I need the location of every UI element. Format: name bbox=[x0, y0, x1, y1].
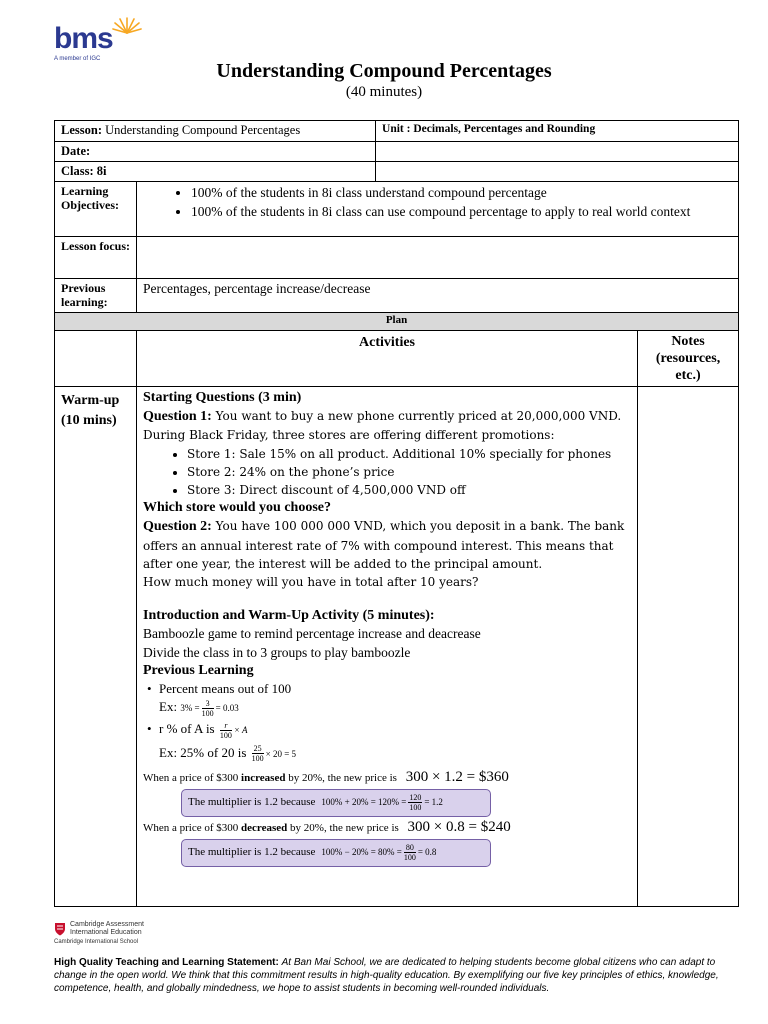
date-row bbox=[55, 142, 739, 162]
store-item: • Store 2: 24% on the phone’s price bbox=[187, 463, 631, 481]
objectives-list bbox=[143, 184, 732, 220]
fraction: $\frac{25}{100}$ bbox=[251, 744, 264, 764]
fraction: $\frac{120}{100}$ bbox=[409, 793, 422, 813]
intro-line: Bamboozle game to remind percentage increase and deacrease bbox=[143, 626, 481, 642]
warmup-notes bbox=[638, 387, 739, 907]
cambridge-logo: Cambridge Assessment International Education Cambridge International School bbox=[54, 921, 144, 945]
class-row bbox=[55, 162, 739, 182]
question-2-ask: How much money will you have in total after 10 years? bbox=[143, 575, 479, 590]
plan-header-row bbox=[55, 331, 739, 387]
unit-cell: Unit : Decimals, Percentages and Rounding bbox=[376, 121, 739, 142]
fraction: $\frac{80}{100}$ bbox=[403, 843, 416, 863]
previous-learning-block bbox=[143, 680, 631, 767]
quality-statement: High Quality Teaching and Learning Statement: At Ban Mai School, we are dedicated to helping students become global citizens who can adapt to change in the open world. We think that this commitment results in high-quality education. By exemplifying our five key principles of ethics, knowledge, competence, health, and globally mindedness, we hope to assist students in becoming well-rounded individuals. bbox=[54, 957, 719, 994]
objective-item: • 100% of the students in 8i class understand compound percentage bbox=[191, 184, 732, 201]
focus-row bbox=[55, 237, 739, 279]
focus-label: Lesson focus: bbox=[55, 237, 137, 279]
previous-label: Previous learning: bbox=[55, 279, 137, 313]
page-title: Understanding Compound Percentages bbox=[216, 60, 552, 82]
date-value bbox=[376, 142, 739, 162]
decrease-multiplier-box: The multiplier is 1.2 because 100% − 20% = 80% = $\frac{80}{100}$ = 0.8 bbox=[181, 839, 491, 867]
decrease-line: When a price of $300 decreased by 20%, the new price is 300 × 0.8 = $240 bbox=[143, 818, 511, 835]
logo-text: bms bbox=[54, 22, 113, 55]
store-item: • Store 3: Direct discount of 4,500,000 VND off bbox=[187, 481, 631, 499]
fraction: $\frac{3}{100}$ bbox=[201, 698, 214, 718]
empty-header-cell bbox=[55, 331, 137, 387]
bms-logo bbox=[54, 16, 154, 64]
prev-example-1: Ex: 3% = $\frac{3}{100}$ = 0.03 bbox=[159, 698, 239, 718]
objectives-cell bbox=[137, 182, 739, 237]
store-list bbox=[143, 445, 631, 500]
sun-icon bbox=[112, 16, 142, 34]
objectives-row bbox=[55, 182, 739, 237]
cambridge-shield-icon bbox=[54, 922, 66, 936]
logo-subtext: A member of IGC bbox=[54, 56, 101, 62]
class-value bbox=[376, 162, 739, 182]
lesson-value: Understanding Compound Percentages bbox=[105, 123, 301, 137]
starting-heading: Starting Questions (3 min) bbox=[143, 390, 302, 405]
warmup-row bbox=[55, 387, 739, 907]
warmup-label: Warm-up (10 mins) bbox=[55, 387, 137, 907]
activities-header: Activities bbox=[137, 331, 638, 387]
objectives-label: Learning Objectives: bbox=[55, 182, 137, 237]
prev-heading: Previous Learning bbox=[143, 662, 254, 678]
increase-multiplier-box: The multiplier is 1.2 because 100% + 20% = 120% = $\frac{120}{100}$ = 1.2 bbox=[181, 789, 491, 817]
which-store: Which store would you choose? bbox=[143, 500, 331, 516]
intro-heading: Introduction and Warm-Up Activity (5 minutes): bbox=[143, 608, 435, 624]
lesson-plan-table bbox=[54, 120, 739, 907]
decrease-result: 300 × 0.8 = $240 bbox=[407, 818, 511, 835]
objective-item: • 100% of the students in 8i class can use compound percentage to apply to real world context bbox=[191, 203, 732, 220]
page-subtitle: (40 minutes) bbox=[345, 84, 423, 100]
class-label: Class: 8i bbox=[55, 162, 376, 182]
prev-bullet-2: • r % of A is $\frac{r}{100}$ × A bbox=[159, 720, 631, 740]
focus-value bbox=[137, 237, 739, 279]
plan-label: Plan bbox=[55, 313, 739, 331]
plan-row bbox=[55, 313, 739, 331]
lesson-row bbox=[55, 121, 739, 142]
lesson-cell: Lesson: Understanding Compound Percentages bbox=[55, 121, 376, 142]
store-item: • Store 1: Sale 15% on all product. Additional 10% specially for phones bbox=[187, 445, 631, 463]
prev-bullet-1: • Percent means out of 100 bbox=[159, 680, 631, 697]
question-1: Question 1: You want to buy a new phone currently priced at 20,000,000 VND. During Black Friday, three stores are offering different promotions: bbox=[143, 409, 622, 443]
increase-line: When a price of $300 increased by 20%, the new price is 300 × 1.2 = $360 bbox=[143, 768, 509, 785]
warmup-activities bbox=[137, 387, 638, 907]
previous-row bbox=[55, 279, 739, 313]
notes-header: Notes (resources, etc.) bbox=[638, 331, 739, 387]
prev-example-2: Ex: 25% of 20 is $\frac{25}{100}$ × 20 = 5 bbox=[159, 744, 297, 764]
intro-line: Divide the class in to 3 groups to play bamboozle bbox=[143, 644, 411, 660]
previous-value: Percentages, percentage increase/decrease bbox=[137, 279, 739, 313]
fraction: $\frac{r}{100}$ bbox=[219, 720, 232, 740]
date-label: Date: bbox=[55, 142, 376, 162]
increase-result: 300 × 1.2 = $360 bbox=[405, 768, 509, 785]
question-2: Question 2: You have 100 000 000 VND, which you deposit in a bank. The bank offers an annual interest rate of 7% with compound interest. This means that after one year, the interest will be added to the principal amount. bbox=[143, 519, 625, 571]
